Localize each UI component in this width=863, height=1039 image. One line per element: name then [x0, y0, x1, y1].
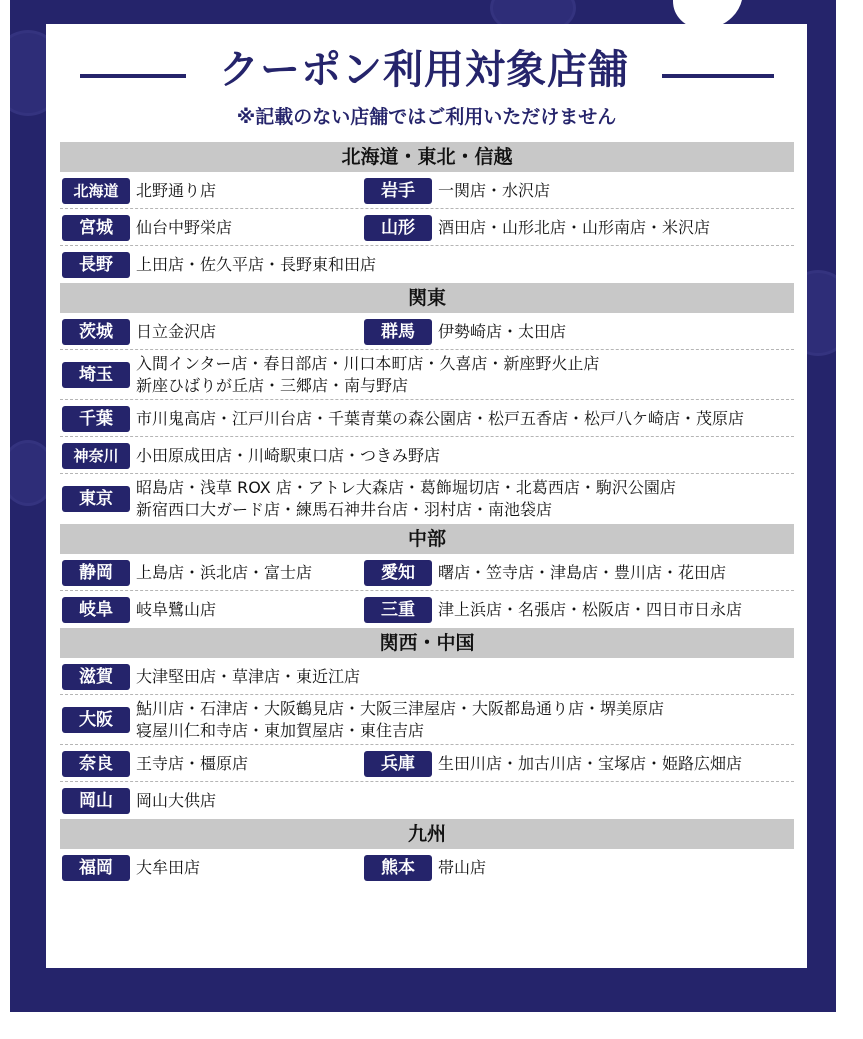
store-names — [136, 254, 376, 276]
store-row — [60, 209, 794, 246]
prefecture-badge: 岡山 — [62, 788, 130, 814]
store-names — [136, 180, 216, 202]
region-header: 中部 — [60, 524, 794, 554]
region-header: 関西・中国 — [60, 628, 794, 658]
store-names — [136, 599, 216, 621]
prefecture-badge: 千葉 — [62, 406, 130, 432]
title-row — [46, 46, 807, 94]
prefecture-badge: 宮城 — [62, 215, 130, 241]
region-header: 九州 — [60, 819, 794, 849]
region-header: 関東 — [60, 283, 794, 313]
prefecture-badge: 神奈川 — [62, 443, 130, 469]
store-row — [60, 172, 794, 209]
store-row — [60, 313, 794, 350]
store-line: 伊勢崎店・太田店 — [438, 321, 567, 341]
store-line: 仙台中野栄店 — [136, 217, 233, 237]
store-names — [438, 599, 742, 621]
store-line: 帯山店 — [438, 857, 487, 877]
store-names — [136, 790, 216, 812]
store-line: 津上浜店・名張店・松阪店・四日市日永店 — [438, 599, 743, 619]
store-line: 王寺店・橿原店 — [136, 753, 249, 773]
store-names — [438, 857, 486, 879]
store-row — [60, 350, 794, 400]
store-line: 酒田店・山形北店・山形南店・米沢店 — [438, 217, 711, 237]
store-row — [60, 591, 794, 628]
prefecture-badge: 奈良 — [62, 751, 130, 777]
store-line: 大牟田店 — [136, 857, 201, 877]
prefecture-badge: 岩手 — [364, 178, 432, 204]
title-rule-right — [662, 74, 774, 78]
store-line: 小田原成田店・川崎駅東口店・つきみ野店 — [136, 445, 441, 465]
store-names — [136, 321, 216, 343]
store-line: 入間インター店・春日部店・川口本町店・久喜店・新座野火止店 — [136, 354, 600, 373]
prefecture-badge: 茨城 — [62, 319, 130, 345]
store-line: 上田店・佐久平店・長野東和田店 — [136, 254, 377, 274]
store-row — [60, 474, 794, 524]
store-line: 生田川店・加古川店・宝塚店・姫路広畑店 — [438, 753, 743, 773]
store-line: 曙店・笠寺店・津島店・豊川店・花田店 — [438, 562, 727, 582]
prefecture-badge: 山形 — [364, 215, 432, 241]
prefecture-badge: 群馬 — [364, 319, 432, 345]
title-rule-left — [80, 74, 186, 78]
store-line: 上島店・浜北店・富士店 — [136, 562, 313, 582]
notice-text: ※記載のない店舗ではご利用いただけません — [236, 106, 617, 128]
prefecture-badge: 愛知 — [364, 560, 432, 586]
store-names — [136, 698, 664, 742]
prefecture-badge: 東京 — [62, 486, 130, 512]
store-list-card — [46, 24, 807, 968]
store-names — [136, 562, 312, 584]
store-row — [60, 745, 794, 782]
store-names — [136, 217, 232, 239]
store-names — [438, 180, 550, 202]
prefecture-badge: 岐阜 — [62, 597, 130, 623]
store-names — [136, 445, 440, 467]
store-names — [438, 321, 566, 343]
store-line: 鮎川店・石津店・大阪鶴見店・大阪三津屋店・大阪都島通り店・堺美原店 — [136, 699, 665, 718]
store-row — [60, 246, 794, 283]
prefecture-badge: 静岡 — [62, 560, 130, 586]
store-names — [136, 753, 248, 775]
store-line: 岐阜鷺山店 — [136, 599, 217, 619]
store-line: 一関店・水沢店 — [438, 180, 551, 200]
store-names — [438, 217, 710, 239]
store-list — [60, 142, 794, 886]
store-row — [60, 658, 794, 695]
store-line: 岡山大供店 — [136, 790, 217, 810]
prefecture-badge: 北海道 — [62, 178, 130, 204]
store-line: 新宿西口大ガード店・練馬石神井台店・羽村店・南池袋店 — [136, 500, 553, 519]
store-row — [60, 849, 794, 886]
prefecture-badge: 滋賀 — [62, 664, 130, 690]
store-line: 寝屋川仁和寺店・東加賀屋店・東住吉店 — [136, 721, 425, 740]
store-names — [438, 753, 742, 775]
prefecture-badge: 三重 — [364, 597, 432, 623]
region-header: 北海道・東北・信越 — [60, 142, 794, 172]
prefecture-badge: 大阪 — [62, 707, 130, 733]
prefecture-badge: 埼玉 — [62, 362, 130, 388]
store-names — [136, 857, 200, 879]
page-title: クーポン利用対象店舗 — [219, 47, 629, 93]
store-line: 昭島店・浅草 ROX 店・アトレ大森店・葛飾堀切店・北葛西店・駒沢公園店 — [136, 478, 676, 497]
prefecture-badge: 熊本 — [364, 855, 432, 881]
store-row — [60, 554, 794, 591]
store-line: 日立金沢店 — [136, 321, 217, 341]
store-line: 大津堅田店・草津店・東近江店 — [136, 666, 361, 686]
store-line: 新座ひばりが丘店・三郷店・南与野店 — [136, 376, 409, 395]
store-row — [60, 400, 794, 437]
store-row — [60, 782, 794, 819]
prefecture-badge: 長野 — [62, 252, 130, 278]
store-names — [438, 562, 726, 584]
store-row — [60, 437, 794, 474]
store-names — [136, 408, 744, 430]
store-names — [136, 666, 360, 688]
store-line: 市川鬼高店・江戸川台店・千葉青葉の森公園店・松戸五香店・松戸八ケ崎店・茂原店 — [136, 408, 745, 428]
prefecture-badge: 兵庫 — [364, 751, 432, 777]
store-row — [60, 695, 794, 745]
store-line: 北野通り店 — [136, 180, 217, 200]
page-background — [10, 0, 836, 1012]
store-names — [136, 353, 599, 397]
prefecture-badge: 福岡 — [62, 855, 130, 881]
store-names — [136, 477, 676, 521]
